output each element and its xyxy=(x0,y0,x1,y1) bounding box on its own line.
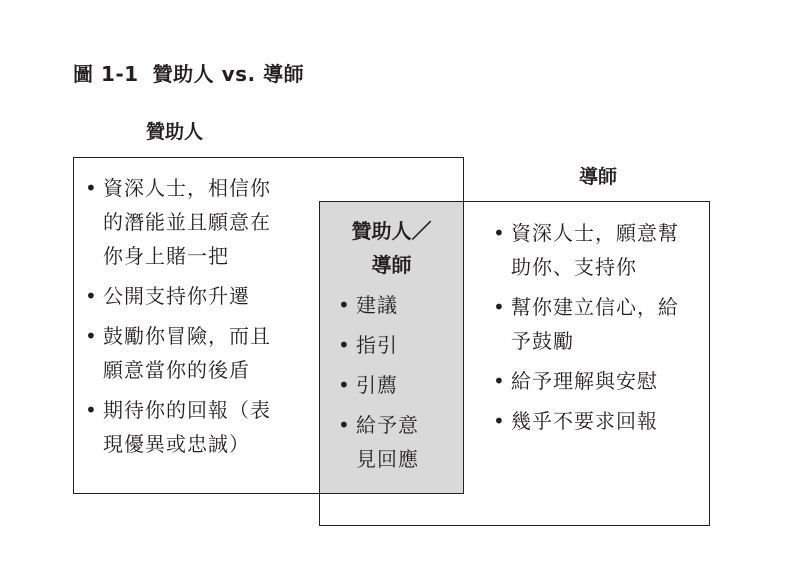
sponsor-item xyxy=(85,279,315,313)
overlap-item-line: • 給予意 xyxy=(356,413,419,437)
overlap-title-line1: 贊助人／ xyxy=(351,219,432,243)
sponsor-item-line: 你身上賭一把 xyxy=(103,244,229,268)
mentor-item-line: • 幫你建立信心，給 xyxy=(511,295,679,319)
sponsor-list xyxy=(85,171,315,467)
overlap-item xyxy=(338,408,458,476)
mentor-item-line: 予鼓勵 xyxy=(511,329,574,353)
mentor-label: 導師 xyxy=(579,166,618,188)
overlap-item xyxy=(338,328,458,362)
sponsor-item xyxy=(85,319,315,387)
sponsor-item-line: • 期待你的回報（表 xyxy=(103,398,271,422)
mentor-item xyxy=(493,216,703,284)
overlap-title xyxy=(319,214,464,282)
overlap-item xyxy=(338,368,458,402)
sponsor-item-line: 願意當你的後盾 xyxy=(103,358,250,382)
sponsor-item-line: 現優異或忠誠） xyxy=(103,432,250,456)
sponsor-item xyxy=(85,393,315,461)
overlap-list xyxy=(338,288,458,482)
sponsor-label: 贊助人 xyxy=(146,121,204,143)
sponsor-item xyxy=(85,171,315,273)
sponsor-item-line: • 公開支持你升遷 xyxy=(103,284,250,308)
mentor-item-line: • 給予理解與安慰 xyxy=(511,369,658,393)
overlap-title-line2: 導師 xyxy=(371,253,412,277)
figure-number: 圖 1-1 xyxy=(73,62,139,86)
figure-title-text: 贊助人 vs. 導師 xyxy=(152,62,305,86)
mentor-list xyxy=(493,216,703,444)
sponsor-item-line: • 鼓勵你冒險，而且 xyxy=(103,324,271,348)
overlap-item-line: 見回應 xyxy=(356,447,419,471)
overlap-item-line: • 建議 xyxy=(356,293,398,317)
mentor-item xyxy=(493,404,703,438)
figure-title xyxy=(73,58,304,87)
mentor-item-line: • 資深人士，願意幫 xyxy=(511,221,679,245)
overlap-item-line: • 指引 xyxy=(356,333,398,357)
sponsor-item-line: • 資深人士，相信你 xyxy=(103,176,271,200)
overlap-item-line: • 引薦 xyxy=(356,373,398,397)
sponsor-item-line: 的潛能並且願意在 xyxy=(103,210,271,234)
mentor-item-line: 助你、支持你 xyxy=(511,255,637,279)
mentor-item xyxy=(493,290,703,358)
mentor-item-line: • 幾乎不要求回報 xyxy=(511,409,658,433)
mentor-item xyxy=(493,364,703,398)
overlap-item xyxy=(338,288,458,322)
